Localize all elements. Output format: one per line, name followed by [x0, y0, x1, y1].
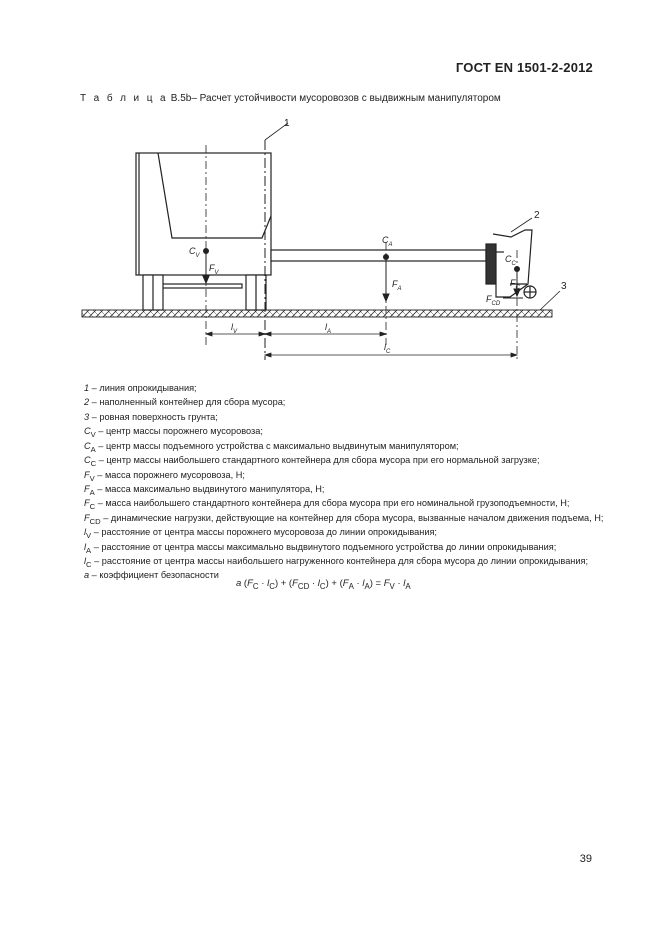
stability-diagram: [0, 110, 661, 370]
legend-text: – центр массы порожнего мусоровоза;: [95, 426, 263, 437]
caption-number: B.5b: [170, 93, 192, 104]
legend-symbol: C: [84, 426, 91, 437]
legend-text: – динамические нагрузки, действующие на контейнер для сбора мусора, вызванные началом движения подъема, Н;: [100, 512, 604, 523]
label-lc: $l_C$: [384, 342, 391, 355]
label-cv: $C_V$: [189, 246, 200, 259]
fa-arrowhead: [383, 294, 389, 301]
label-fcd: $F_{CD}$: [486, 294, 501, 307]
stability-formula: a $(F_C \cdot l_C) + (F_{CD} \cdot l_C) + (F_A \cdot l_A) = F_V \cdot l_A$: [236, 578, 411, 591]
label-fv: $F_V$: [209, 263, 219, 276]
label-cc: $C_C$: [505, 254, 516, 267]
label-lv: $l_V$: [231, 322, 238, 335]
callout-1: 1: [284, 118, 290, 129]
legend-symbol: 3: [84, 411, 90, 422]
label-ca: $C_A$: [382, 235, 393, 248]
legend-subscript: C: [89, 502, 96, 512]
legend-text: – центр массы подъемного устройства с максимально выдвинутым манипулятором;: [95, 440, 459, 451]
fv-arrowhead: [203, 276, 209, 283]
legend-list: [84, 383, 606, 585]
legend-item: [84, 455, 606, 469]
legend-subscript: A: [86, 545, 92, 555]
legend-text: – центр массы наибольшего стандартного контейнера для сбора мусора при его нормальной загрузке;: [96, 455, 540, 466]
legend-item: [84, 542, 606, 556]
legend-text: – расстояние от центра массы наибольшего нагруженного контейнера для сбора мусора до линии опрокидывания;: [91, 556, 589, 567]
legend-subscript: A: [89, 487, 95, 497]
legend-symbol: F: [84, 512, 90, 523]
legend-item: [84, 397, 606, 411]
legend-text: – линия опрокидывания;: [89, 383, 197, 393]
legend-item: [84, 412, 606, 426]
label-la: $l_A$: [325, 322, 332, 335]
legend-item: [84, 383, 606, 397]
callout-3-leader: [540, 291, 560, 310]
standard-header: ГОСТ EN 1501-2-2012: [455, 60, 593, 75]
legend-symbol: 1: [84, 383, 90, 393]
legend-subscript: A: [90, 444, 96, 454]
callout-3: 3: [561, 281, 567, 292]
legend-text: – коэффициент безопасности: [89, 570, 219, 581]
legend-symbol: F: [84, 483, 90, 494]
legend-text: – расстояние от центра массы порожнего мусоровоза до линии опрокидывания;: [91, 527, 437, 538]
legend-subscript: C: [90, 458, 97, 468]
legend-item: [84, 470, 606, 484]
legend-subscript: V: [86, 531, 92, 541]
legend-subscript: CD: [89, 516, 101, 526]
legend-item: [84, 484, 606, 498]
legend-text: – расстояние от центра массы максимально выдвинутого подъемного устройства до линии опрокидывания;: [91, 541, 557, 552]
caption-text: – Расчет устойчивости мусоровозов с выдвижным манипулятором: [191, 93, 501, 104]
legend-subscript: V: [89, 473, 95, 483]
legend-symbol: a: [84, 570, 90, 581]
legend-symbol: 2: [84, 397, 90, 408]
legend-text: – масса наибольшего стандартного контейнера для сбора мусора при его номинальной грузоподъемности, Н;: [95, 498, 570, 509]
legend-text: – ровная поверхность грунта;: [89, 411, 218, 422]
legend-text: – масса порожнего мусоровоза, Н;: [94, 469, 245, 480]
ground-surface: [82, 310, 552, 317]
cv-point: [203, 248, 209, 254]
legend-symbol: C: [84, 455, 91, 466]
legend-symbol: l: [84, 527, 87, 538]
legend-symbol: C: [84, 440, 91, 451]
legend-subscript: V: [90, 430, 96, 440]
label-fa: $F_A$: [392, 279, 402, 292]
legend-symbol: F: [84, 469, 90, 480]
legend-subscript: C: [86, 559, 92, 569]
legend-symbol: l: [84, 541, 87, 552]
table-caption: [80, 93, 501, 104]
ca-point: [383, 254, 389, 260]
truck-body: [136, 153, 271, 288]
legend-symbol: F: [84, 498, 90, 509]
legend-item: [84, 426, 606, 440]
legend-item: [84, 556, 606, 570]
legend-text: – наполненный контейнер для сбора мусора;: [89, 397, 286, 408]
legend-item: [84, 513, 606, 527]
legend-item: [84, 498, 606, 512]
legend-symbol: l: [84, 556, 87, 567]
legend-item: [84, 441, 606, 455]
label-fc: $F_C$: [510, 278, 520, 291]
caption-prefix: Т а б л и ц а: [80, 93, 168, 104]
page-number: 39: [579, 853, 592, 865]
callout-2: 2: [534, 210, 540, 221]
legend-item: [84, 527, 606, 541]
manipulator-boom: [271, 244, 504, 284]
legend-text: – масса максимально выдвинутого манипулятора, Н;: [94, 483, 325, 494]
